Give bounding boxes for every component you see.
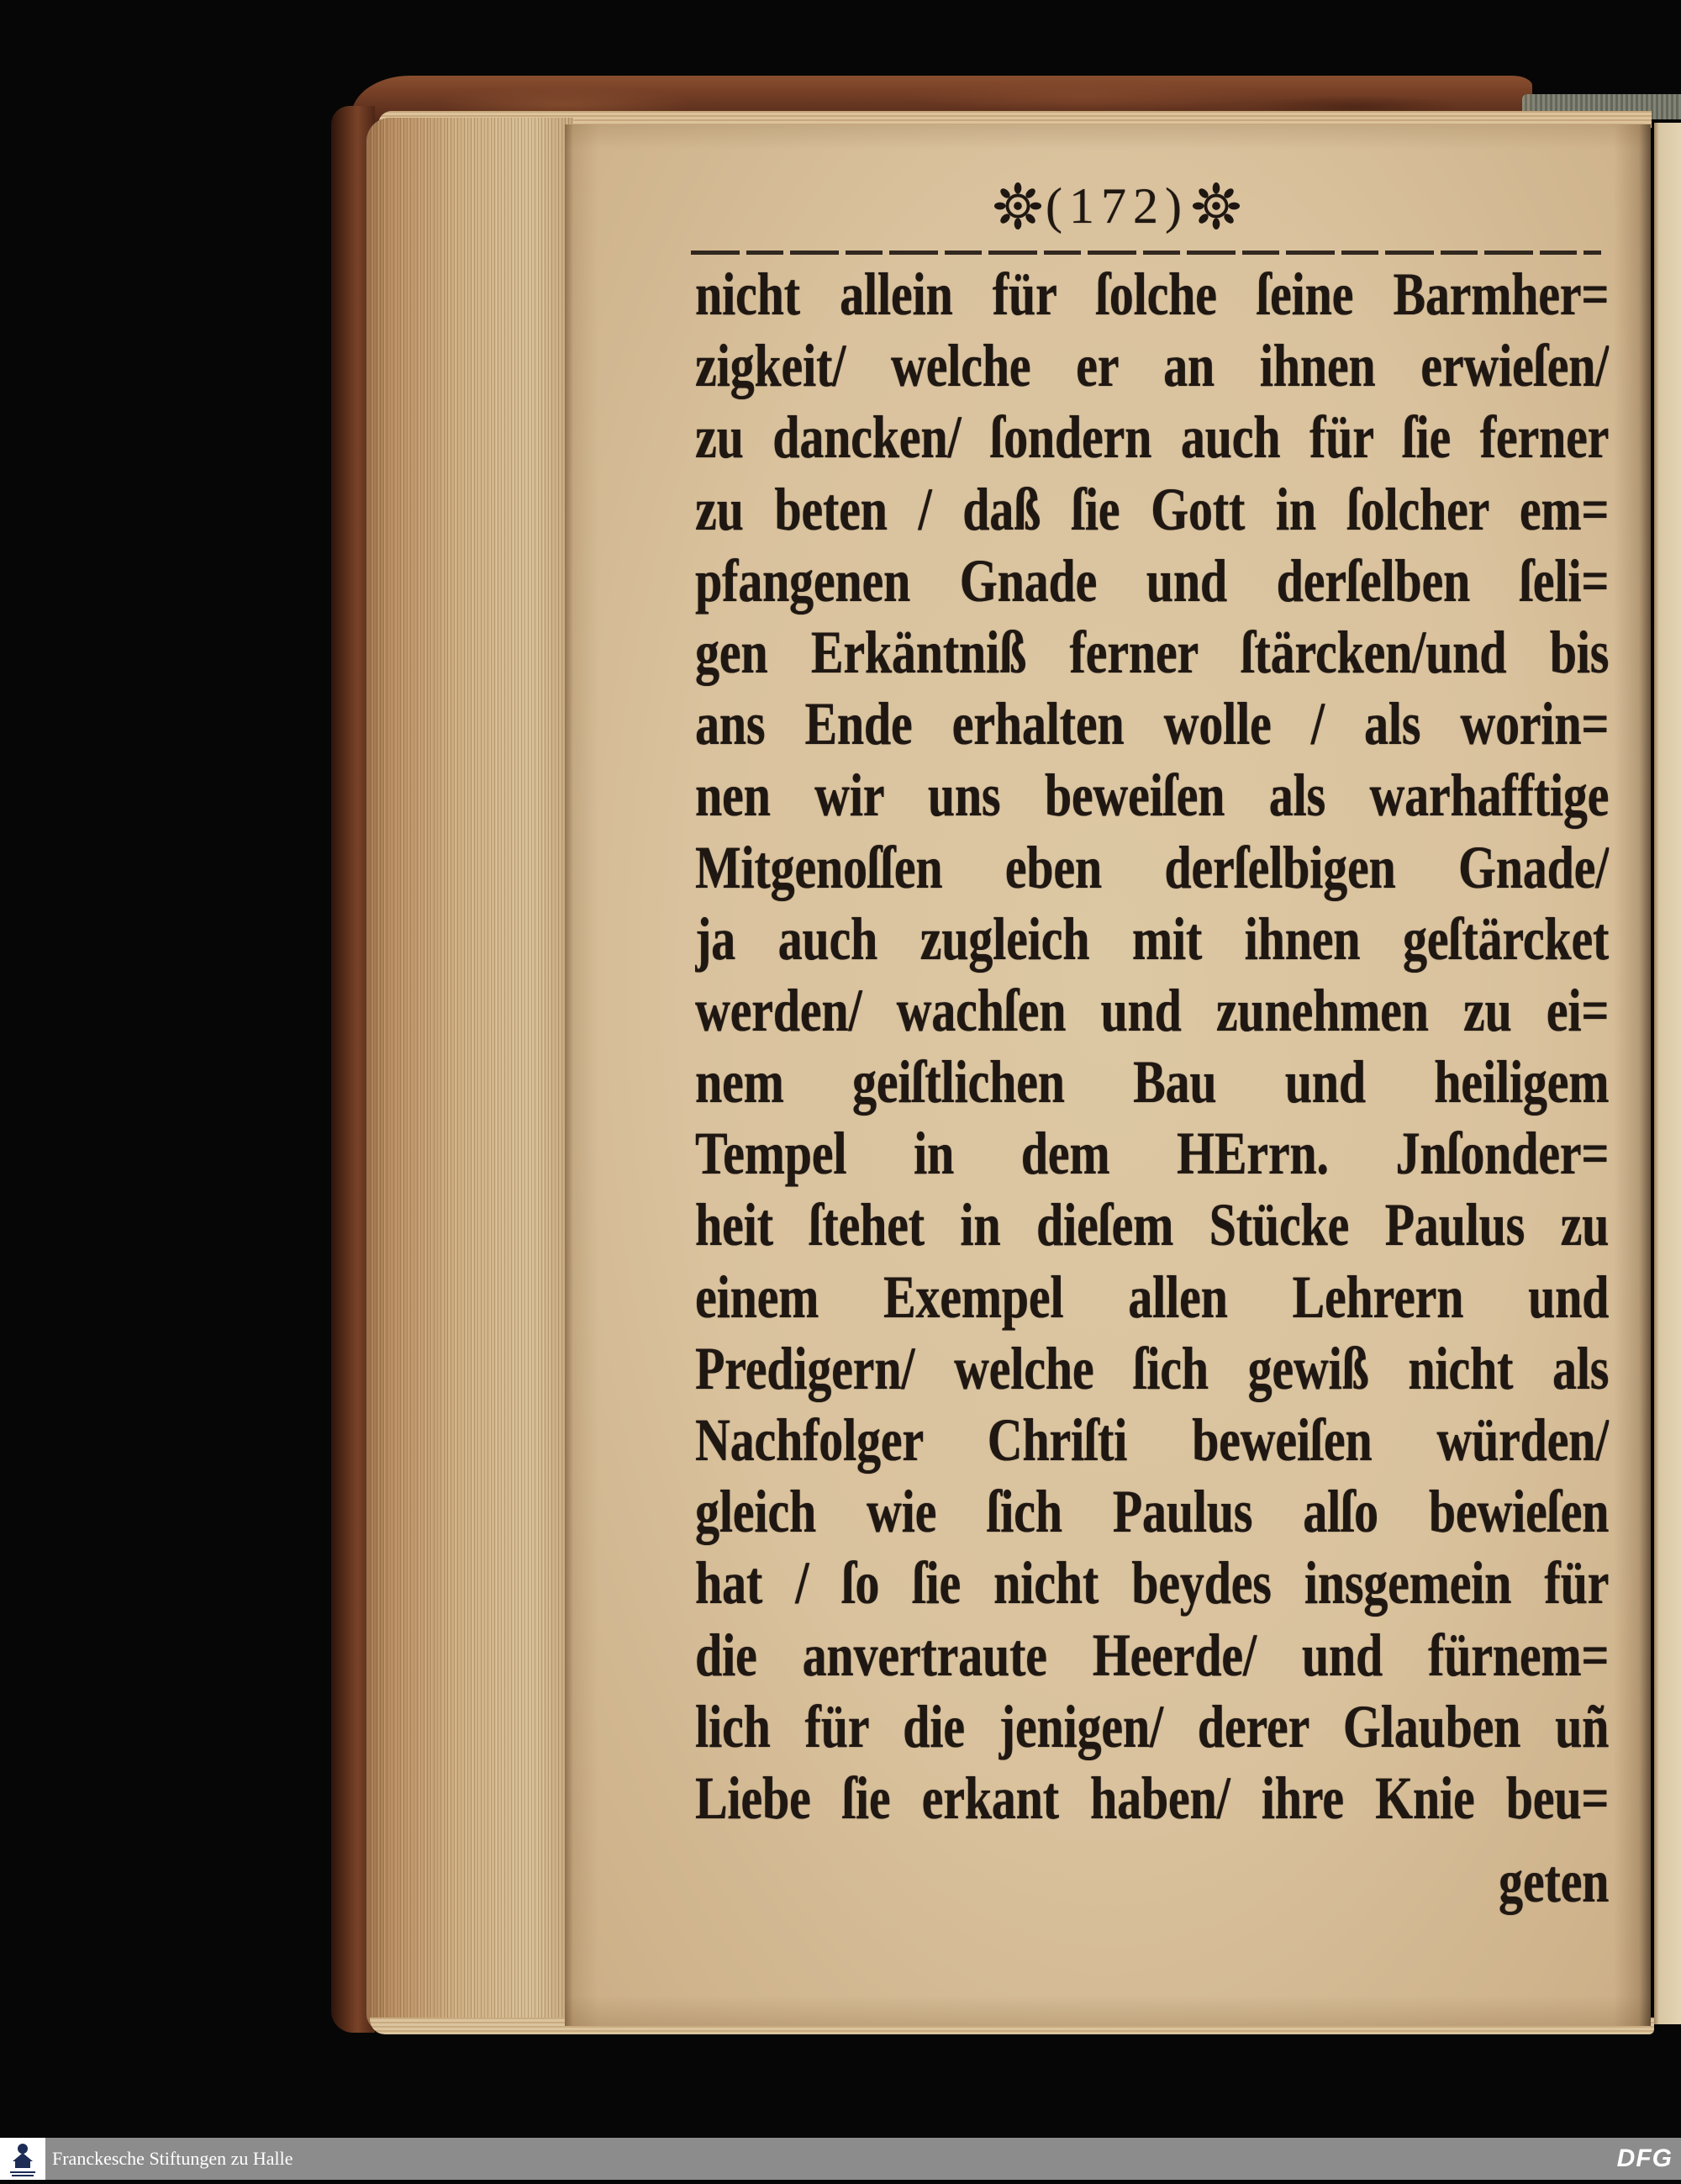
institution-name: Franckesche Stiftungen zu Halle [52,2148,293,2169]
text-line: die anvertraute Heerde/ und fürnem= [695,1621,1610,1689]
dfg-logo: DFG [1616,2144,1673,2172]
text-line: lich für die jenigen/ derer Glauben uñ [695,1692,1610,1760]
page-number: (172) [1046,178,1188,234]
running-head [941,177,1294,235]
text-line: nem geiſtlichen Bau und heiligem [695,1048,1610,1116]
text-line: pfangenen Gnade und derſelben ſeli= [695,546,1610,615]
text-line: nicht allein für ſolche ſeine Barmher= [695,261,1610,328]
flower-ornament-icon [993,182,1042,230]
text-line: hat / ſo ſie nicht beydes insgemein für [695,1549,1610,1617]
text-line: Mitgenoſſen eben derſelbigen Gnade/ [695,833,1610,901]
text-line: heit ſtehet in dieſem Stücke Paulus zu [695,1191,1610,1259]
crest-icon [0,2138,45,2180]
text-line: Liebe ſie erkant haben/ ihre Knie beu= [695,1764,1610,1832]
header-rule [691,251,1601,255]
text-line: ans Ende erhalten wolle / als worin= [695,690,1610,758]
text-line: zu dancken/ ſondern auch für ſie ferner [695,404,1610,472]
catchword: geten [1499,1848,1610,1916]
text-line: Tempel in dem HErrn. Jnſonder= [695,1120,1610,1188]
book-page [565,124,1651,2026]
flower-ornament-icon [1192,182,1241,230]
footer-bar [0,2138,1681,2180]
text-line: gen Erkäntniß ferner ſtärcken/und bis [695,618,1610,686]
text-line: einem Exempel allen Lehrern und [695,1263,1610,1331]
body-text [695,259,1609,1918]
facing-page-edge [1654,123,1681,2024]
text-line: ja auch zugleich mit ihnen geſtärcket [695,905,1610,973]
institution-logo [0,2138,45,2180]
text-line: Nachfolger Chriſti beweiſen würden/ [695,1406,1610,1474]
text-line: Predigern/ welche ſich gewiß nicht als [695,1334,1610,1402]
text-line: zigkeit/ welche er an ihnen erwieſen/ [695,332,1610,400]
page-edges-stack [366,118,573,2031]
text-line: werden/ wachſen und zunehmen zu ei= [695,976,1610,1044]
text-line: zu beten / daß ſie Gott in ſolcher em= [695,475,1610,543]
text-line: gleich wie ſich Paulus alſo bewieſen [695,1478,1610,1546]
text-line: nen wir uns beweiſen als warhafftige [695,762,1610,830]
